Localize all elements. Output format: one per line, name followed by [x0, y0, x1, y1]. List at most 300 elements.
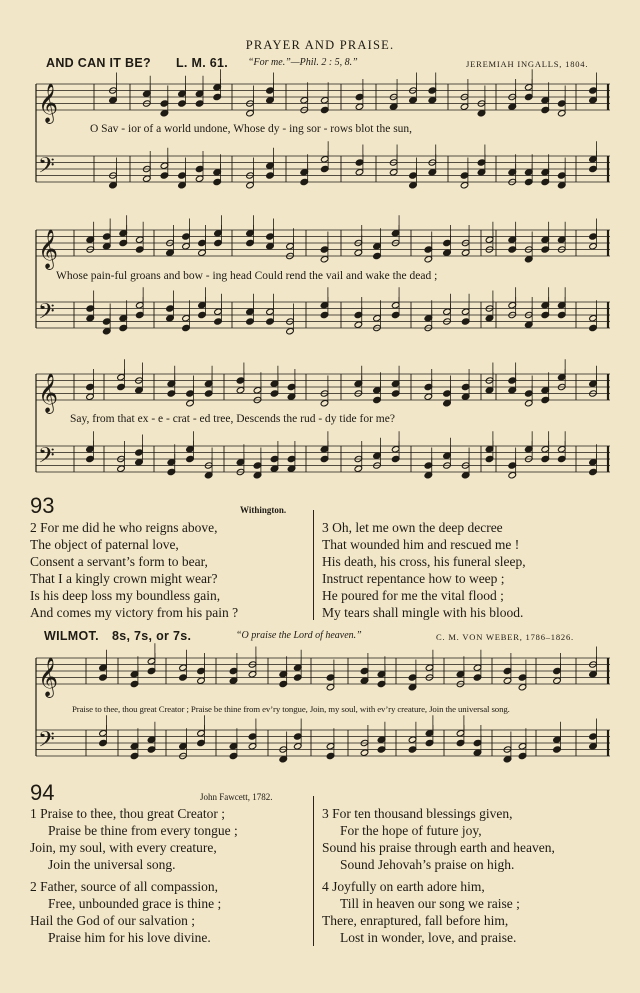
note-head — [182, 233, 191, 240]
note-head — [443, 308, 452, 315]
note-head — [213, 169, 222, 176]
note-head — [508, 462, 517, 469]
note-head — [485, 446, 494, 453]
verse-line: That I a kingly crown might wear? — [30, 571, 218, 586]
note-head — [589, 315, 598, 322]
note-head — [179, 674, 188, 681]
note-head — [518, 743, 527, 750]
note-head — [377, 680, 386, 687]
note-head — [130, 743, 139, 750]
verse-line: Praise be thine from every tongue ; — [48, 823, 238, 838]
note-head — [553, 736, 562, 743]
note-head — [287, 393, 296, 400]
note-head — [326, 684, 335, 691]
note-head — [461, 472, 470, 479]
note-head — [204, 472, 213, 479]
note-head — [373, 396, 382, 403]
text-reference: “O praise the Lord of heaven.” — [236, 630, 362, 641]
tune-meter: 8s, 7s, or 7s. — [112, 629, 192, 643]
note-head — [391, 455, 400, 462]
note-head — [553, 667, 562, 674]
note-head — [246, 308, 255, 315]
note-head — [373, 315, 382, 322]
note-head — [86, 455, 95, 462]
note-head — [524, 93, 533, 100]
note-head — [117, 465, 126, 472]
note-head — [143, 90, 152, 97]
note-head — [485, 455, 494, 462]
note-head — [557, 374, 566, 381]
verse-line: 2 For me did he who reigns above, — [30, 520, 218, 535]
note-head — [425, 730, 434, 737]
note-head — [135, 302, 144, 309]
verse-2 — [30, 519, 238, 621]
note-head — [320, 165, 329, 172]
note-head — [213, 178, 222, 185]
note-head — [130, 752, 139, 759]
note-head — [198, 239, 207, 246]
note-head — [424, 246, 433, 253]
note-head — [117, 374, 126, 381]
note-head — [485, 236, 494, 243]
note-head — [541, 446, 550, 453]
verse-line: He poured for me the vital flood ; — [322, 588, 504, 603]
note-head — [266, 172, 275, 179]
note-head — [354, 465, 363, 472]
note-head — [485, 387, 494, 394]
verse-line: Sound Jehovah’s praise on high. — [340, 857, 515, 872]
note-head — [408, 674, 417, 681]
note-head — [320, 256, 329, 263]
note-head — [99, 664, 108, 671]
note-head — [166, 305, 175, 312]
note-head — [456, 730, 465, 737]
note-head — [503, 756, 512, 763]
verse-line: Join, my soul, with every creature, — [30, 840, 217, 855]
note-head — [253, 472, 262, 479]
note-head — [130, 671, 139, 678]
note-head — [119, 324, 128, 331]
note-head — [589, 459, 598, 466]
note-head — [391, 311, 400, 318]
note-head — [270, 380, 279, 387]
note-head — [270, 465, 279, 472]
hymn-number: 94 — [30, 780, 55, 805]
note-head — [326, 743, 335, 750]
note-head — [409, 172, 418, 179]
note-head — [300, 97, 309, 104]
note-head — [354, 311, 363, 318]
note-head — [391, 302, 400, 309]
note-head — [373, 387, 382, 394]
note-head — [508, 387, 517, 394]
note-head — [266, 243, 275, 250]
tune-name: AND CAN IT BE? — [46, 56, 151, 70]
note-head — [166, 249, 175, 256]
note-head — [160, 100, 169, 107]
note-head — [135, 387, 144, 394]
text-reference: “For me.”—Phil. 2 : 5, 8.” — [248, 57, 358, 68]
note-head — [135, 246, 144, 253]
note-head — [229, 743, 238, 750]
note-head — [300, 178, 309, 185]
note-head — [248, 743, 257, 750]
note-head — [204, 380, 213, 387]
note-head — [456, 671, 465, 678]
note-head — [167, 380, 176, 387]
verse-line: And comes my victory from his pain ? — [30, 605, 239, 620]
note-head — [287, 383, 296, 390]
note-head — [508, 377, 517, 384]
note-head — [553, 677, 562, 684]
note-head — [541, 455, 550, 462]
tune-reference: Withington. — [240, 505, 287, 515]
note-head — [477, 159, 486, 166]
note-head — [229, 667, 238, 674]
note-head — [589, 324, 598, 331]
note-head — [213, 84, 222, 91]
note-head — [182, 315, 191, 322]
note-head — [508, 236, 517, 243]
note-head — [391, 390, 400, 397]
verse-3 — [322, 519, 526, 621]
note-head — [320, 302, 329, 309]
note-head — [236, 377, 245, 384]
note-head — [354, 249, 363, 256]
note-head — [160, 172, 169, 179]
note-head — [524, 84, 533, 91]
verse-line: Hail the God of our salvation ; — [30, 913, 195, 928]
treble-clef-icon: 𝄞 — [38, 83, 59, 123]
page-header: PRAYER AND PRAISE. — [245, 38, 395, 52]
composer-credit: JEREMIAH INGALLS, 1804. — [466, 59, 589, 69]
note-head — [425, 664, 434, 671]
note-head — [557, 172, 566, 179]
note-head — [541, 396, 550, 403]
note-head — [86, 393, 95, 400]
note-head — [320, 455, 329, 462]
note-head — [461, 249, 470, 256]
note-head — [391, 380, 400, 387]
note-head — [266, 233, 275, 240]
note-head — [524, 400, 533, 407]
note-head — [102, 233, 111, 240]
note-head — [135, 311, 144, 318]
verse-1 — [30, 805, 238, 873]
note-head — [553, 746, 562, 753]
note-head — [99, 730, 108, 737]
note-head — [373, 452, 382, 459]
verse-4 — [322, 878, 520, 946]
note-head — [461, 393, 470, 400]
note-head — [589, 380, 598, 387]
note-head — [391, 230, 400, 237]
note-head — [287, 465, 296, 472]
note-head — [195, 175, 204, 182]
note-head — [541, 387, 550, 394]
note-head — [541, 178, 550, 185]
music-system — [36, 76, 610, 198]
note-head — [293, 674, 302, 681]
note-head — [166, 315, 175, 322]
note-head — [557, 311, 566, 318]
note-head — [186, 455, 195, 462]
note-head — [408, 684, 417, 691]
note-head — [589, 156, 598, 163]
note-head — [360, 749, 369, 756]
note-head — [557, 446, 566, 453]
verse-line: Instruct repentance how to weep ; — [322, 571, 505, 586]
note-head — [443, 390, 452, 397]
verse-line: Till in heaven our song we raise ; — [340, 896, 520, 911]
note-head — [300, 169, 309, 176]
note-head — [198, 311, 207, 318]
note-head — [518, 684, 527, 691]
note-head — [443, 452, 452, 459]
note-head — [524, 321, 533, 328]
note-head — [320, 156, 329, 163]
note-head — [119, 315, 128, 322]
note-head — [248, 733, 257, 740]
tune-name: WILMOT. — [44, 629, 99, 643]
note-head — [589, 743, 598, 750]
note-head — [557, 236, 566, 243]
note-head — [409, 97, 418, 104]
note-head — [503, 677, 512, 684]
note-head — [178, 172, 187, 179]
note-head — [248, 671, 257, 678]
note-head — [178, 182, 187, 189]
note-head — [473, 739, 482, 746]
note-head — [360, 677, 369, 684]
note-head — [197, 677, 206, 684]
note-head — [508, 169, 517, 176]
note-head — [266, 308, 275, 315]
note-head — [557, 182, 566, 189]
note-head — [167, 390, 176, 397]
note-head — [355, 103, 364, 110]
note-head — [266, 162, 275, 169]
note-head — [377, 746, 386, 753]
note-head — [508, 103, 517, 110]
note-head — [99, 739, 108, 746]
note-head — [428, 169, 437, 176]
bass-clef-icon: 𝄢 — [38, 443, 55, 474]
note-head — [86, 383, 95, 390]
note-head — [326, 752, 335, 759]
note-head — [354, 321, 363, 328]
note-head — [589, 468, 598, 475]
note-head — [524, 178, 533, 185]
note-head — [589, 671, 598, 678]
note-head — [270, 455, 279, 462]
note-head — [320, 311, 329, 318]
note-head — [360, 667, 369, 674]
note-head — [214, 239, 223, 246]
note-head — [186, 446, 195, 453]
note-head — [253, 462, 262, 469]
note-head — [389, 169, 398, 176]
lyric-line: O Sav - ior of a world undone, Whose dy - ing sor - rows blot the sun, — [90, 123, 413, 135]
note-head — [461, 383, 470, 390]
note-head — [229, 677, 238, 684]
note-head — [408, 736, 417, 743]
note-head — [86, 305, 95, 312]
note-head — [425, 739, 434, 746]
note-head — [326, 674, 335, 681]
note-head — [473, 749, 482, 756]
note-head — [160, 162, 169, 169]
note-head — [389, 103, 398, 110]
note-head — [485, 315, 494, 322]
note-head — [557, 455, 566, 462]
note-head — [460, 103, 469, 110]
note-head — [186, 390, 195, 397]
note-head — [147, 667, 156, 674]
note-head — [589, 87, 598, 94]
note-head — [179, 664, 188, 671]
note-head — [428, 97, 437, 104]
note-head — [541, 246, 550, 253]
note-head — [178, 90, 187, 97]
note-head — [197, 730, 206, 737]
verse-2 — [30, 878, 221, 946]
note-head — [477, 110, 486, 117]
note-head — [477, 169, 486, 176]
note-head — [373, 252, 382, 259]
note-head — [518, 674, 527, 681]
verse-line: My tears shall mingle with his blood. — [322, 605, 524, 620]
verse-line: His death, his cross, his funeral sleep, — [322, 554, 526, 569]
note-head — [518, 752, 527, 759]
note-head — [589, 97, 598, 104]
note-head — [373, 243, 382, 250]
note-head — [508, 472, 517, 479]
note-head — [195, 165, 204, 172]
verse-line: Is his deep loss my boundless gain, — [30, 588, 221, 603]
note-head — [461, 308, 470, 315]
note-head — [117, 383, 126, 390]
music-system — [36, 222, 610, 344]
note-head — [557, 100, 566, 107]
music-system — [36, 366, 610, 488]
note-head — [102, 318, 111, 325]
note-head — [424, 472, 433, 479]
lyric-line: Say, from that ex - e - crat - ed tree, Descends the rud - dy tide for me? — [70, 413, 395, 425]
note-head — [143, 175, 152, 182]
note-head — [86, 446, 95, 453]
note-head — [130, 680, 139, 687]
verse-line: 1 Praise to thee, thou great Creator ; — [30, 806, 225, 821]
note-head — [246, 318, 255, 325]
verse-line: There, enraptured, fall before him, — [322, 913, 509, 928]
bass-clef-icon: 𝄢 — [38, 727, 55, 758]
verse-line: Free, unbounded grace is thine ; — [48, 896, 222, 911]
note-head — [424, 383, 433, 390]
verse-line: 3 Oh, let me own the deep decree — [322, 520, 503, 535]
note-head — [195, 100, 204, 107]
note-head — [508, 302, 517, 309]
note-head — [279, 756, 288, 763]
verse-line: 2 Father, source of all compassion, — [30, 879, 219, 894]
note-head — [246, 239, 255, 246]
note-head — [266, 87, 275, 94]
column-divider — [313, 796, 314, 946]
note-head — [320, 400, 329, 407]
tune-meter: L. M. 61. — [176, 56, 229, 70]
note-head — [147, 746, 156, 753]
verse-line: That wounded him and rescued me ! — [322, 537, 520, 552]
note-head — [524, 256, 533, 263]
author-credit: John Fawcett, 1782. — [200, 792, 273, 802]
note-head — [391, 446, 400, 453]
note-head — [293, 664, 302, 671]
note-head — [178, 100, 187, 107]
note-head — [246, 110, 255, 117]
lyric-line: Praise to thee, thou great Creator ; Praise be thine from ev’ry tongue, Join, my soul, with ev’ry creature, Join the universal song. — [72, 704, 510, 714]
note-head — [355, 169, 364, 176]
note-head — [204, 390, 213, 397]
note-head — [167, 468, 176, 475]
note-head — [270, 390, 279, 397]
note-head — [541, 97, 550, 104]
note-head — [524, 446, 533, 453]
note-head — [443, 239, 452, 246]
note-head — [135, 449, 144, 456]
bass-clef-icon: 𝄢 — [38, 153, 55, 184]
note-head — [443, 249, 452, 256]
note-head — [147, 736, 156, 743]
note-head — [135, 236, 144, 243]
composer-credit: C. M. VON WEBER, 1786–1826. — [436, 632, 574, 642]
note-head — [524, 390, 533, 397]
note-head — [229, 752, 238, 759]
note-head — [424, 393, 433, 400]
note-head — [102, 243, 111, 250]
treble-clef-icon: 𝄞 — [38, 373, 59, 413]
note-head — [355, 159, 364, 166]
verse-line: Lost in wonder, love, and praise. — [340, 930, 517, 945]
verse-line: For the hope of future joy, — [340, 823, 482, 838]
note-head — [246, 230, 255, 237]
note-head — [460, 172, 469, 179]
note-head — [589, 243, 598, 250]
note-head — [541, 311, 550, 318]
note-head — [293, 733, 302, 740]
verse-3 — [322, 805, 555, 873]
verse-line: Join the universal song. — [48, 857, 176, 872]
note-head — [320, 246, 329, 253]
note-head — [557, 110, 566, 117]
note-head — [246, 182, 255, 189]
verse-line: Praise him for his love divine. — [48, 930, 211, 945]
note-head — [147, 658, 156, 665]
column-divider — [313, 510, 314, 620]
verse-line: 3 For ten thousand blessings given, — [322, 806, 513, 821]
note-head — [524, 169, 533, 176]
note-head — [182, 324, 191, 331]
note-head — [286, 328, 295, 335]
note-head — [198, 249, 207, 256]
lyric-line: Whose pain-ful groans and bow - ing head Could rend the vail and wake the dead ; — [56, 270, 438, 282]
verse-line: 4 Joyfully on earth adore him, — [322, 879, 485, 894]
note-head — [541, 236, 550, 243]
note-head — [460, 182, 469, 189]
note-head — [286, 243, 295, 250]
note-head — [287, 455, 296, 462]
note-head — [503, 667, 512, 674]
note-head — [279, 671, 288, 678]
